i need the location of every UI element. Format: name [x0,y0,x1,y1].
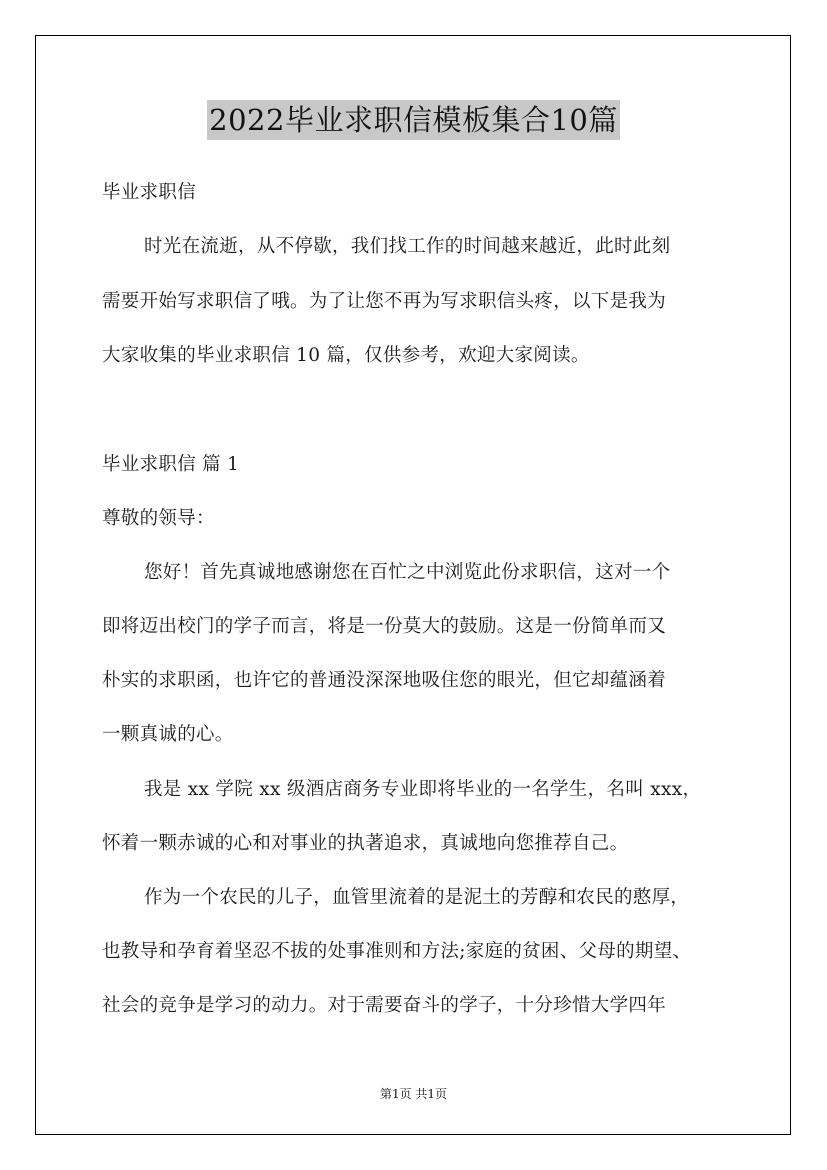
document-title: 2022毕业求职信模板集合10篇 [207,100,620,140]
paragraph-line: 一颗真诚的心。 [102,724,234,745]
paragraph-line: 朴实的求职函，也许它的普通没深深地吸住您的眼光，但它却蕴涵着 [102,670,667,691]
paragraph-line: 时光在流逝，从不停歇，我们找工作的时间越来越近，此时此刻 [144,236,671,257]
title-container [0,100,827,140]
section-heading: 毕业求职信 [102,182,197,203]
salutation: 尊敬的领导： [102,508,215,529]
page-footer: 第1页 共1页 [379,1087,448,1101]
paragraph-line: 也教导和孕育着坚忍不拔的处事准则和方法;家庭的贫困、父母的期望、 [102,941,692,962]
paragraph-line: 您好！首先真诚地感谢您在百忙之中浏览此份求职信，这对一个 [144,562,671,583]
paragraph-line: 作为一个农民的儿子，血管里流着的是泥土的芳醇和农民的憨厚， [144,887,690,908]
paragraph-line: 怀着一颗赤诚的心和对事业的执著追求，真诚地向您推荐自己。 [102,833,629,854]
paragraph-line: 即将迈出校门的学子而言，将是一份莫大的鼓励。这是一份简单而又 [102,616,667,637]
paragraph-line: 需要开始写求职信了哦。为了让您不再为写求职信头疼，以下是我为 [102,291,667,312]
paragraph-line: 大家收集的毕业求职信 10 篇，仅供参考，欢迎大家阅读。 [102,345,590,366]
paragraph-line: 社会的竞争是学习的动力。对于需要奋斗的学子，十分珍惜大学四年 [102,995,667,1016]
paragraph-line: 我是 xx 学院 xx 级酒店商务专业即将毕业的一名学生，名叫 xxx， [144,779,702,800]
section-heading: 毕业求职信 篇 1 [102,454,240,475]
